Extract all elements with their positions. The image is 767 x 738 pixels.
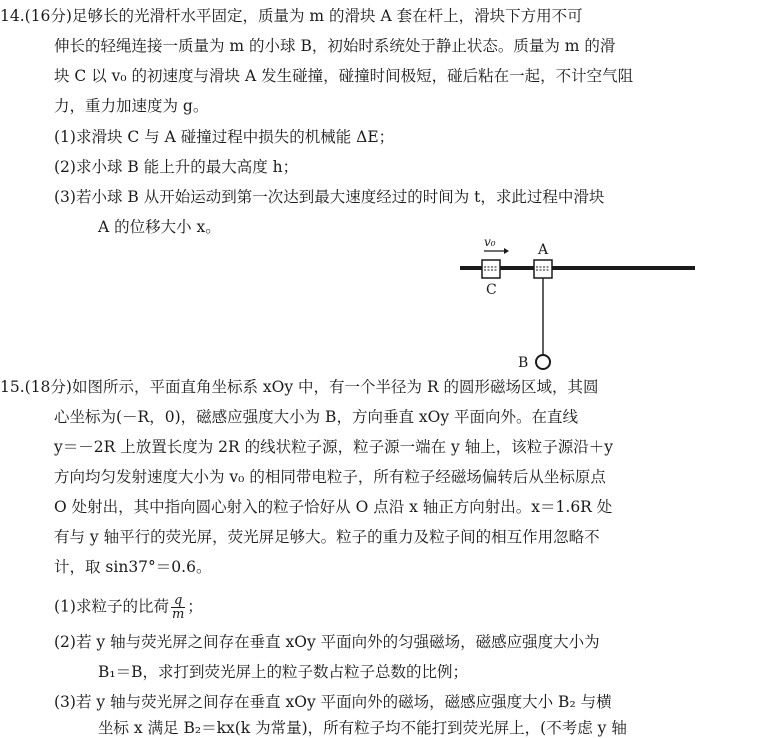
label-c: C <box>486 282 497 298</box>
ball-b <box>536 355 550 369</box>
p15-question-1 <box>54 594 203 621</box>
p14-question-3-line-2: A 的位移大小 x。 <box>98 218 221 236</box>
label-b: B <box>518 355 529 371</box>
p14-question-3-line-1: (3)若小球 B 从开始运动到第一次达到最大速度经过的时间为 t，求此过程中滑块 <box>54 188 605 206</box>
label-v0: v₀ <box>484 235 496 249</box>
label-a: A <box>538 242 549 258</box>
p14-line-1: 14.(16分)足够长的光滑杆水平固定，质量为 m 的滑块 A 套在杆上，滑块下方用不可 <box>0 7 583 25</box>
p14-line-4: 力，重力加速度为 g。 <box>54 97 209 115</box>
p15-line-3: y＝－2R 上放置长度为 2R 的线状粒子源，粒子源一端在 y 轴上，该粒子源沿＋y <box>54 438 613 456</box>
p14-line-2: 伸长的轻绳连接一质量为 m 的小球 B，初始时系统处于静止状态。质量为 m 的滑 <box>54 37 616 55</box>
charge-mass-fraction <box>171 594 185 621</box>
p14-question-1: (1)求滑块 C 与 A 碰撞过程中损失的机械能 ΔE； <box>54 128 395 146</box>
slider-c <box>482 260 500 278</box>
slider-a <box>534 260 552 278</box>
p14-figure <box>450 232 710 374</box>
p15-question-3-line-1: (3)若 y 轴与荧光屏之间存在垂直 xOy 平面向外的磁场，磁感应强度大小 B₂ 与横 <box>54 693 612 711</box>
p15-line-5: O 处射出，其中指向圆心射入的粒子恰好从 O 点沿 x 轴正方向射出。x＝1.6R 处 <box>54 498 613 516</box>
p15-line-2: 心坐标为(－R，0)，磁感应强度大小为 B，方向垂直 xOy 平面向外。在直线 <box>54 408 579 426</box>
p15-line-4: 方向均匀发射速度大小为 v₀ 的相同带电粒子，所有粒子经磁场偏转后从坐标原点 <box>54 468 606 486</box>
p15-line-7: 计，取 sin37°＝0.6。 <box>54 558 212 576</box>
p15-line-6: 有与 y 轴平行的荧光屏，荧光屏足够大。粒子的重力及粒子间的相互作用忽略不 <box>54 528 600 546</box>
fraction-denominator: m <box>171 607 185 622</box>
p15-question-3-line-2: 坐标 x 满足 B₂＝kx(k 为常量)，所有粒子均不能打到荧光屏上，(不考虑 y 轴 <box>98 719 627 737</box>
p15-line-1: 15.(18分)如图所示，平面直角坐标系 xOy 中，有一个半径为 R 的圆形磁场区域，其圆 <box>0 378 599 396</box>
p14-question-2: (2)求小球 B 能上升的最大高度 h； <box>54 158 299 176</box>
fraction-numerator: q <box>171 594 185 608</box>
p15-question-2-line-2: B₁＝B，求打到荧光屏上的粒子数占粒子总数的比例； <box>98 663 468 681</box>
p14-line-3: 块 C 以 v₀ 的初速度与滑块 A 发生碰撞，碰撞时间极短，碰后粘在一起，不计空气阻 <box>54 67 634 85</box>
p15-q1-prefix: (1)求粒子的比荷 <box>54 597 169 616</box>
p15-q1-suffix: ； <box>187 597 203 616</box>
p15-question-2-line-1: (2)若 y 轴与荧光屏之间存在垂直 xOy 平面向外的匀强磁场，磁感应强度大小为 <box>54 633 600 651</box>
